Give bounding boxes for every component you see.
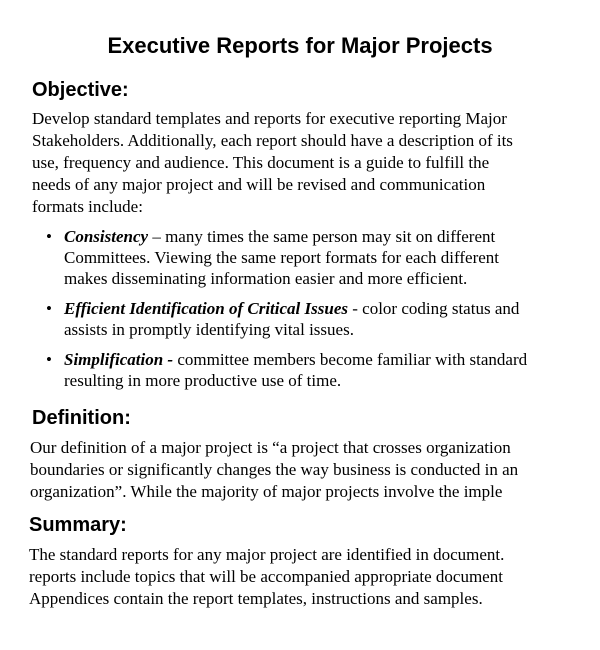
bullet-dot-icon: • [46, 227, 52, 246]
summary-line: Appendices contain the report templates, instructions and samples. [29, 589, 483, 608]
summary-paragraph [29, 544, 504, 610]
bullet-term: Consistency [64, 227, 149, 246]
bullet-text: – many times the same person may sit on different [148, 227, 496, 246]
bullet-text: committee members become familiar with standard [173, 350, 528, 369]
definition-heading: Definition: [32, 407, 131, 429]
objective-paragraph [32, 108, 513, 218]
definition-paragraph [30, 437, 518, 503]
document-title: Executive Reports for Major Projects [107, 33, 493, 58]
definition-line: organization”. While the majority of major projects involve the imple [30, 482, 503, 501]
bullet-text: assists in promptly identifying vital issues. [64, 320, 354, 339]
objective-heading: Objective: [32, 79, 129, 101]
bullet-text: makes disseminating information easier and more efficient. [64, 269, 468, 288]
objective-line: use, frequency and audience. This document is a guide to fulfill the [32, 153, 490, 172]
summary-line: reports include topics that will be accompanied appropriate document [29, 567, 503, 586]
bullet-text: - color coding status and [347, 299, 520, 318]
definition-line: boundaries or significantly changes the way business is conducted in an [30, 460, 519, 479]
objective-line: needs of any major project and will be revised and communication [32, 175, 486, 194]
objective-line: formats include: [32, 197, 143, 216]
bullet-dot-icon: • [46, 350, 52, 369]
objective-line: Develop standard templates and reports for executive reporting Major [32, 109, 507, 128]
bullet-term: Simplification - [64, 350, 174, 369]
summary-heading: Summary: [29, 514, 127, 536]
bullet-text: resulting in more productive use of time. [64, 371, 342, 390]
bullet-term: Efficient Identification of Critical Issues [64, 299, 348, 318]
summary-line: The standard reports for any major project are identified in document. [29, 545, 505, 564]
bullet-text: Committees. Viewing the same report formats for each different [64, 248, 500, 267]
bullet-dot-icon: • [46, 299, 52, 318]
objective-line: Stakeholders. Additionally, each report should have a description of its [32, 131, 513, 150]
definition-line: Our definition of a major project is “a project that crosses organization [30, 438, 511, 457]
